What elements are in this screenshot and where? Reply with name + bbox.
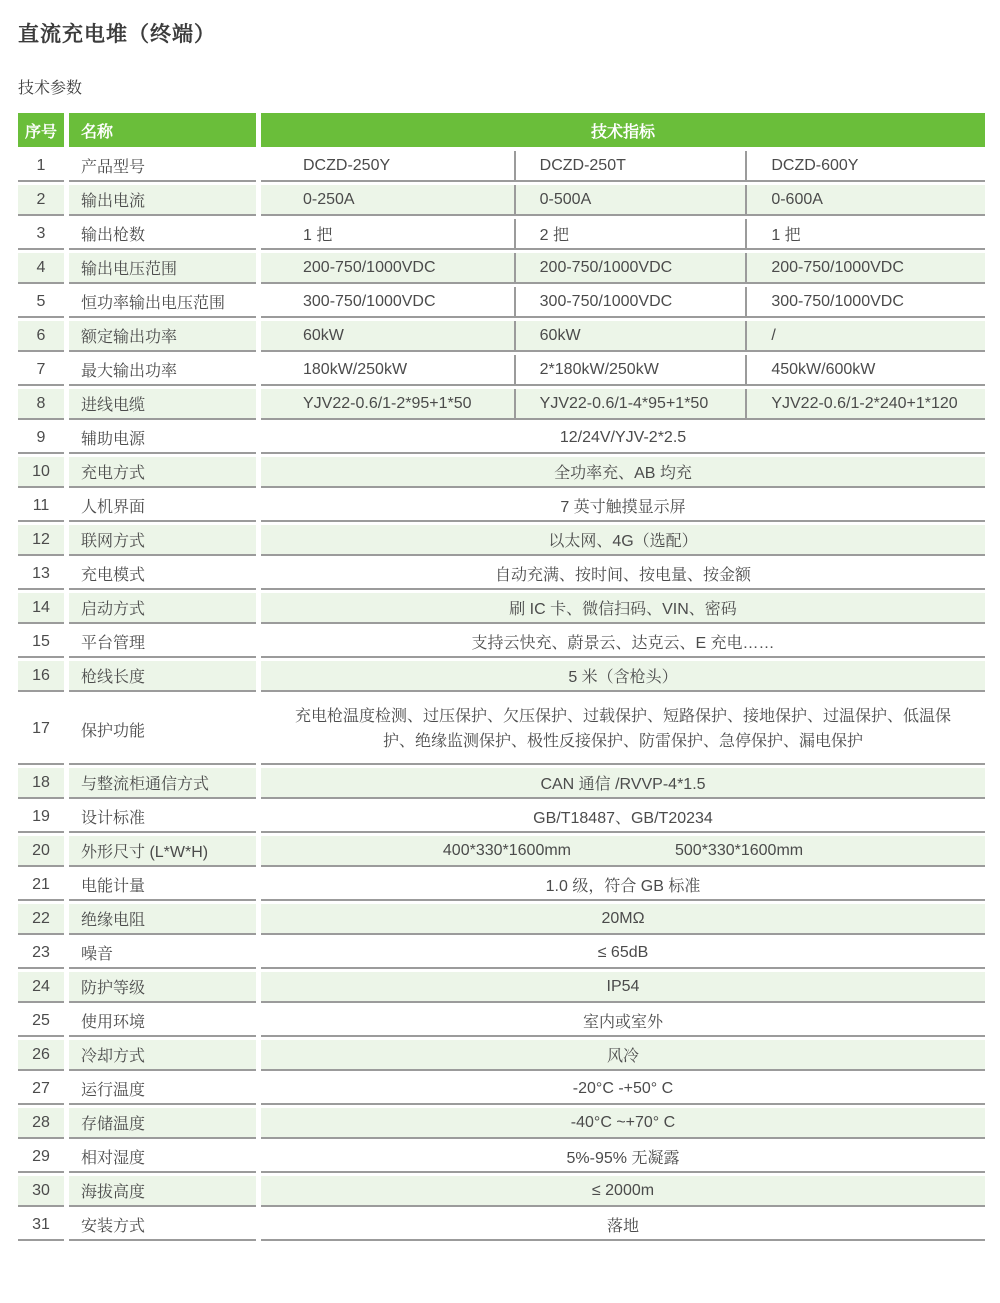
row-spec: ≤ 65dB — [261, 938, 985, 969]
table-row — [18, 287, 985, 318]
row-spec: 刷 IC 卡、微信扫码、VIN、密码 — [261, 593, 985, 624]
row-index: 10 — [18, 457, 64, 488]
table-row — [18, 253, 985, 284]
row-index: 31 — [18, 1210, 64, 1241]
row-spec — [261, 219, 985, 250]
row-name: 人机界面 — [69, 491, 256, 522]
header-cell-index: 序号 — [18, 113, 64, 147]
row-spec: 风冷 — [261, 1040, 985, 1071]
table-row — [18, 904, 985, 935]
table-row — [18, 151, 985, 182]
row-spec: ≤ 2000m — [261, 1176, 985, 1207]
table-row — [18, 768, 985, 799]
table-row — [18, 559, 985, 590]
row-name: 进线电缆 — [69, 389, 256, 420]
row-spec — [261, 389, 985, 420]
row-name: 额定输出功率 — [69, 321, 256, 352]
row-spec — [261, 253, 985, 284]
row-name: 冷却方式 — [69, 1040, 256, 1071]
row-name: 与整流柜通信方式 — [69, 768, 256, 799]
row-value: 0-500A — [514, 185, 746, 214]
row-spec: 5 米（含枪头） — [261, 661, 985, 692]
row-name: 输出电压范围 — [69, 253, 256, 284]
row-spec — [261, 185, 985, 216]
row-value: YJV22-0.6/1-2*95+1*50 — [303, 394, 472, 412]
row-value: 300-750/1000VDC — [745, 287, 985, 316]
row-index: 24 — [18, 972, 64, 1003]
row-name: 保护功能 — [69, 695, 256, 765]
row-value: 1 把 — [303, 227, 333, 244]
table-row — [18, 321, 985, 352]
row-spec: 20MΩ — [261, 904, 985, 935]
row-spec: 5%-95% 无凝露 — [261, 1142, 985, 1173]
row-index: 18 — [18, 768, 64, 799]
table-row — [18, 1142, 985, 1173]
row-index: 20 — [18, 836, 64, 867]
row-index: 11 — [18, 491, 64, 522]
row-name: 绝缘电阻 — [69, 904, 256, 935]
row-value: 0-600A — [745, 185, 985, 214]
row-index: 3 — [18, 219, 64, 250]
row-value: DCZD-600Y — [745, 151, 985, 180]
row-value: 200-750/1000VDC — [514, 253, 746, 282]
row-index: 14 — [18, 593, 64, 624]
table-row — [18, 802, 985, 833]
row-name: 使用环境 — [69, 1006, 256, 1037]
row-value: 450kW/600kW — [745, 355, 985, 384]
table-row — [18, 491, 985, 522]
row-spec — [261, 321, 985, 352]
row-spec: 落地 — [261, 1210, 985, 1241]
row-spec: -40°C ~+70° C — [261, 1108, 985, 1139]
row-value: 500*330*1600mm — [675, 841, 804, 859]
row-name: 平台管理 — [69, 627, 256, 658]
row-index: 9 — [18, 423, 64, 454]
row-name: 辅助电源 — [69, 423, 256, 454]
row-index: 4 — [18, 253, 64, 284]
row-index: 23 — [18, 938, 64, 969]
row-index: 28 — [18, 1108, 64, 1139]
row-spec: 以太网、4G（选配） — [261, 525, 985, 556]
row-index: 13 — [18, 559, 64, 590]
row-spec — [261, 355, 985, 386]
page-subtitle: 技术参数 — [18, 80, 83, 97]
row-spec — [261, 836, 985, 867]
row-spec: 7 英寸触摸显示屏 — [261, 491, 985, 522]
row-index: 19 — [18, 802, 64, 833]
row-value: YJV22-0.6/1-4*95+1*50 — [514, 389, 746, 418]
table-row — [18, 836, 985, 867]
table-row — [18, 627, 985, 658]
row-spec: CAN 通信 /RVVP-4*1.5 — [261, 768, 985, 799]
row-spec: 支持云快充、蔚景云、达克云、E 充电…… — [261, 627, 985, 658]
row-spec: 全功率充、AB 均充 — [261, 457, 985, 488]
row-name: 枪线长度 — [69, 661, 256, 692]
row-name: 设计标准 — [69, 802, 256, 833]
row-value: YJV22-0.6/1-2*240+1*120 — [745, 389, 985, 418]
table-row — [18, 423, 985, 454]
row-index: 27 — [18, 1074, 64, 1105]
row-value: 60kW — [514, 321, 746, 350]
table-header-row — [18, 113, 985, 147]
row-name: 海拔高度 — [69, 1176, 256, 1207]
row-spec: 1.0 级，符合 GB 标准 — [261, 870, 985, 901]
row-index: 16 — [18, 661, 64, 692]
header-cell-spec: 技术指标 — [261, 113, 985, 147]
row-value: 300-750/1000VDC — [514, 287, 746, 316]
table-row — [18, 593, 985, 624]
row-value: 60kW — [303, 326, 344, 344]
table-row — [18, 938, 985, 969]
spec-table — [18, 113, 985, 1241]
row-name: 电能计量 — [69, 870, 256, 901]
row-name: 存储温度 — [69, 1108, 256, 1139]
row-name: 充电模式 — [69, 559, 256, 590]
row-spec: 充电枪温度检测、过压保护、欠压保护、过载保护、短路保护、接地保护、过温保护、低温保护、绝缘监测保护、极性反接保护、防雷保护、急停保护、漏电保护 — [261, 695, 985, 765]
table-row — [18, 1074, 985, 1105]
row-name: 产品型号 — [69, 151, 256, 182]
row-value: / — [745, 321, 985, 350]
row-index: 2 — [18, 185, 64, 216]
table-row — [18, 525, 985, 556]
row-name: 外形尺寸 (L*W*H) — [69, 836, 256, 867]
row-index: 6 — [18, 321, 64, 352]
table-row — [18, 870, 985, 901]
row-index: 21 — [18, 870, 64, 901]
row-name: 输出电流 — [69, 185, 256, 216]
table-row — [18, 219, 985, 250]
row-value: 1 把 — [745, 219, 985, 248]
row-spec — [261, 151, 985, 182]
table-row — [18, 695, 985, 765]
row-name: 运行温度 — [69, 1074, 256, 1105]
row-index: 5 — [18, 287, 64, 318]
row-value: 180kW/250kW — [303, 360, 408, 378]
row-spec: 12/24V/YJV-2*2.5 — [261, 423, 985, 454]
row-spec: GB/T18487、GB/T20234 — [261, 802, 985, 833]
page-title: 直流充电堆（终端） — [18, 23, 216, 46]
row-spec: IP54 — [261, 972, 985, 1003]
row-index: 22 — [18, 904, 64, 935]
table-row — [18, 661, 985, 692]
row-spec: -20°C -+50° C — [261, 1074, 985, 1105]
row-value: 2 把 — [514, 219, 746, 248]
row-index: 15 — [18, 627, 64, 658]
row-index: 1 — [18, 151, 64, 182]
row-name: 噪音 — [69, 938, 256, 969]
row-name: 充电方式 — [69, 457, 256, 488]
row-name: 输出枪数 — [69, 219, 256, 250]
row-value: 200-750/1000VDC — [745, 253, 985, 282]
row-name: 安装方式 — [69, 1210, 256, 1241]
table-row — [18, 389, 985, 420]
row-name: 启动方式 — [69, 593, 256, 624]
row-value: 2*180kW/250kW — [514, 355, 746, 384]
row-name: 相对湿度 — [69, 1142, 256, 1173]
row-name: 防护等级 — [69, 972, 256, 1003]
header-cell-name: 名称 — [69, 113, 256, 147]
row-value: 400*330*1600mm — [442, 841, 571, 859]
row-index: 26 — [18, 1040, 64, 1071]
row-index: 7 — [18, 355, 64, 386]
row-spec — [261, 287, 985, 318]
table-row — [18, 1176, 985, 1207]
table-row — [18, 457, 985, 488]
table-row — [18, 972, 985, 1003]
row-index: 8 — [18, 389, 64, 420]
row-value: 300-750/1000VDC — [303, 292, 436, 310]
row-name: 恒功率输出电压范围 — [69, 287, 256, 318]
row-index: 29 — [18, 1142, 64, 1173]
row-index: 12 — [18, 525, 64, 556]
row-value: 0-250A — [303, 190, 355, 208]
row-spec: 室内或室外 — [261, 1006, 985, 1037]
table-row — [18, 1108, 985, 1139]
row-value-pair — [261, 842, 985, 860]
table-body — [18, 151, 985, 1241]
table-row — [18, 355, 985, 386]
table-row — [18, 1210, 985, 1241]
row-index: 30 — [18, 1176, 64, 1207]
row-value: DCZD-250Y — [303, 156, 391, 174]
table-row — [18, 1040, 985, 1071]
row-value: 200-750/1000VDC — [303, 258, 436, 276]
table-row — [18, 1006, 985, 1037]
row-index: 25 — [18, 1006, 64, 1037]
row-name: 联网方式 — [69, 525, 256, 556]
row-spec: 自动充满、按时间、按电量、按金额 — [261, 559, 985, 590]
row-index: 17 — [18, 695, 64, 765]
table-row — [18, 185, 985, 216]
row-name: 最大输出功率 — [69, 355, 256, 386]
row-value: DCZD-250T — [514, 151, 746, 180]
